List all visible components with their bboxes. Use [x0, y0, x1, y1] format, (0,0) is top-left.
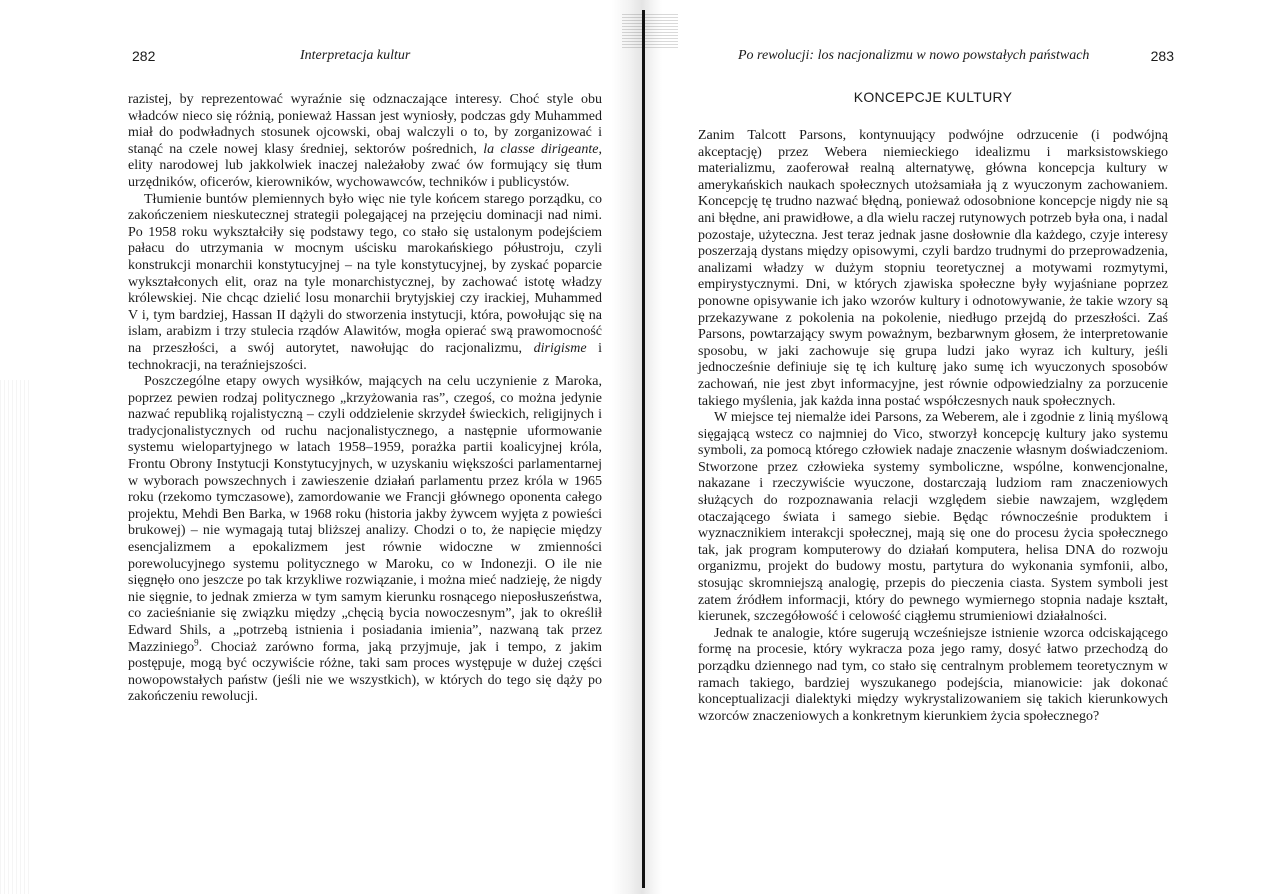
book-gutter: [612, 0, 662, 894]
paragraph: [698, 128, 1168, 410]
right-body-text: [698, 128, 1168, 725]
text-segment: i technokracji, na teraźniejszości.: [128, 340, 603, 373]
footnote-marker: 9: [194, 636, 199, 647]
right-page-number: 283: [1150, 48, 1174, 64]
text-segment: Jednak te analogie, które sugerują wcześniejsze istnienie wzorca odciskającego formę na procesie, który wykracza poza jego ramy, dosyć łatwo przechodzą do porządku dziennego nad tym, co stało się centralnym problemem teoretycznym w ramach takiego, bardziej wyszukanego podejścia, mianowicie: jak dokonać konceptualizacji dialektyki między wykrystalizowaniem się takich kierunkowych wzorców znaczeniowych a konkretnym kierunkiem życia społecznego?: [698, 625, 1168, 724]
paragraph: [128, 374, 602, 706]
book-spine-line: [642, 10, 645, 888]
text-segment: razistej, by reprezentować wyraźnie się odznaczające interesy. Choć style obu władców nieco się różnią, ponieważ Hassan jest wyniosły, podczas gdy Muhammed miał do podwładnych stosunek ojcowski, obaj walczyli o to, by zorganizować i stanąć na czele nowej klasy średniej, sektorów pośrednich,: [128, 92, 602, 157]
left-body-text: [128, 92, 602, 706]
left-running-title: Interpretacja kultur: [300, 48, 411, 63]
italic-term: dirigisme: [533, 340, 587, 356]
text-segment: Tłumienie buntów plemiennych było więc nie tyle końcem starego porządku, co zakończeniem nieskutecznej strategii polegającej na przejęciu dominacji nad nimi. Po 1958 roku wykształciły się podstawy tego, co stało się ustalonym podejściem pałacu do utrzymania w mocnym uścisku marokańskiego półustroju, czyli konstrukcji monarchii konstytucyjnej – na tyle konstytucyjnej, by zyskać poparcie wykształconych elit, oraz na tyle monarchistycznej, by zachować istotę władzy królewskiej. Nie chcąc dzielić losu monarchii brytyjskiej czy irackiej, Muhammed V i, tym bardziej, Hassan II dążyli do stworzenia instytucji, która, powołując się na islam, arabizm i trzy stulecia rządów Alawitów, mogła opierać swą prawomocność na przeszłości, a swój autorytet, nawołując do racjonalizmu,: [128, 191, 602, 356]
gutter-scan-artifact: [622, 12, 678, 48]
text-segment: W miejsce tej niemalże idei Parsons, za Weberem, ale i zgodnie z linią myślową sięgającą wstecz co najmniej do Vico, stworzył koncepcję kultury jako systemu symboli, za pomocą którego człowiek nadaje znaczenie własnym doświadczeniom. Stworzone przez człowieka systemy symboliczne, wspólne, konwencjonalne, nakazane i rzeczywiście wyuczone, dostarczają ludziom ram znaczeniowych służących do rozpoznawania relacji względem siebie nawzajem, względem otaczającego świata i samego siebie. Będąc równocześnie produktem i wyznacznikiem interakcji społecznej, mają się one do procesu życia społecznego tak, jak program komputerowy do działań komputera, helisa DNA do rozwoju organizmu, projekt do budowy mostu, partytura do wykonania symfonii, albo, stosując skromniejszą analogię, przepis do pieczenia ciasta. System symboli jest zatem źródłem informacji, który do pewnego wymiernego stopnia nadaje kształt, kierunek, szczegółowość i celowość ciągłemu strumieniowi działalności.: [698, 410, 1168, 625]
text-segment: , elity narodowej lub jakkolwiek inaczej należałoby zwać ów formujący się tłum urzędników, oficerów, kierowników, wychowawców, techników i publicystów.: [128, 141, 602, 190]
paragraph: [698, 626, 1168, 726]
paragraph: [128, 92, 602, 192]
paragraph: [698, 410, 1168, 626]
text-segment: Zanim Talcott Parsons, kontynuujący podwójne odrzucenie (i podwójną akceptację) przez Webera niemieckiego idealizmu i marksistowskiego materializmu, zaoferował realną alternatywę, główna koncepcja kultury w amerykańskich naukach społecznych utożsamiała ją z wyuczonym zachowaniem. Koncepcję tę trudno nazwać błędną, ponieważ odosobnione koncepcje nigdy nie są ani błędne, ani prawidłowe, a dla wielu raczej rutynowych potrzeb była ona, i nadal pozostaje, użyteczna. Jest teraz jednak jasne dosłownie dla każdego, czyje interesy poszerzają dystans między opisowymi, czyli bardzo trudnymi do przeprowadzenia, analizami władzy w dużym stopniu teoretycznej a motywami rozmytymi, empirystycznymi. Dni, w których zjawiska społeczne były wyjaśniane poprzez ponowne opisywanie ich jako wzorów kultury i odnotowywanie, że takie wzory są przekazywane z pokolenia na pokolenie, niedługo przejdą do przeszłości. Zaś Parsons, powtarzający swym poważnym, bezbarwnym głosem, że interpretowanie sposobu, w jaki zachowuje się grupa ludzi jako wyraz ich kultury, jeśli jednocześnie definiuje się tę ich kulturę jako sumę ich wyuczonych sposobów zachowań, nie jest zbyt informacyjne, jest równie odpowiedzialny za porzucenie takiego myślenia, jak każda inna postać współczesnych nauk społecznych.: [698, 128, 1168, 409]
left-page-header: [128, 48, 602, 68]
right-running-title: Po rewolucji: los nacjonalizmu w nowo powstałych państwach: [738, 48, 1090, 63]
section-title: KONCEPCJE KULTURY: [853, 89, 1013, 105]
right-page-header: [698, 48, 1174, 68]
text-segment: . Chociaż zarówno forma, jaką przyjmuje, jak i tempo, z jakim postępuje, mogą być oczywiście różne, taki sam proces występuje w dużej części nowopowstałych państw (jeśli nie we wszystkich), w których do tego się dąży po zakończeniu rewolucji.: [128, 639, 602, 705]
paragraph: [128, 192, 602, 375]
left-page-number: 282: [132, 48, 156, 64]
scan-noise-left: [0, 380, 30, 894]
italic-term: la classe dirigeante: [483, 141, 599, 157]
text-segment: Poszczególne etapy owych wysiłków, mających na celu uczynienie z Maroka, poprzez pewien rodzaj politycznego „krzyżowania ras”, czegoś, co można jedynie nazwać republiką rojalistyczną – czyli oddzielenie skrzydeł świeckich, religijnych i tradycjonalistycznych od ruchu nacjonalistycznego, a następnie uformowanie systemu wielopartyjnego w latach 1958–1959, porażka partii koalicyjnej króla, Frontu Obrony Instytucji Konstytucyjnych, w uzyskaniu większości parlamentarnej w wyborach powszechnych i zawieszenie działań parlamentu przez króla w 1965 roku (rzekomo tymczasowe), zamordowanie we Francji głównego oponenta całego projektu, Mehdi Ben Barka, w 1968 roku (historia jakby żywcem wyjęta z powieści brukowej) – nie wymagają tutaj bliższej analizy. Chodzi o to, że napięcie między esencjalizmem a epokalizmem jest równie widoczne w zmienności porewolucyjnego systemu politycznego w Maroku, co w Indonezji. O ile nie sięgnęło ono jeszcze po tak krzykliwe rozwiązanie, i można mieć nadzieję, że nigdy nie sięgnie, to jednak zmierza w tym samym kierunku rosnącego nieposłuszeństwa, co zacieśnianie się związku między „chęcią bycia nowoczesnym”, jak to określił Edward Shils, a „potrzebą istnienia i posiadania imienia”, nazwaną tak przez Mazziniego: [128, 374, 602, 655]
